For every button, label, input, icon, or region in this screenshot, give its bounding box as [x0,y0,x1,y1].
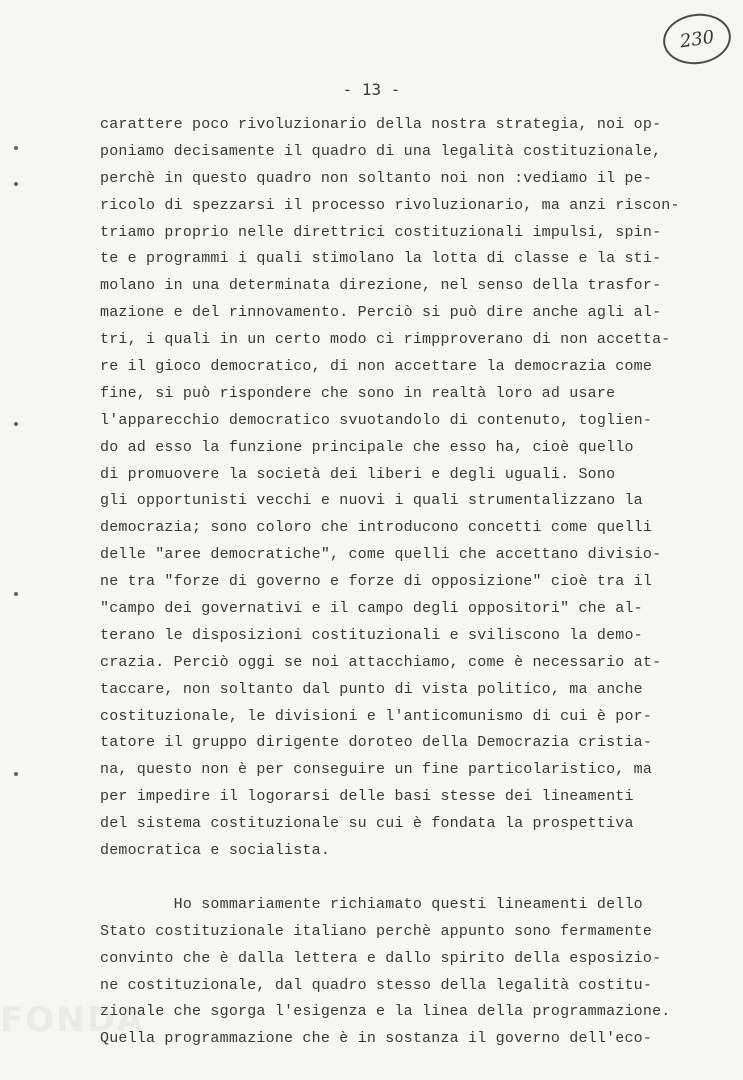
text-line: ne costituzionale, dal quadro stesso della legalità costitu- [100,976,653,994]
text-line: per impedire il logorarsi delle basi stesse dei lineamenti [100,788,634,806]
punch-mark [14,182,18,186]
archive-stamp: 230 [660,10,734,69]
page-number: - 13 - [342,80,401,99]
text-line: ricolo di spezzarsi il processo rivoluzionario, ma anzi riscon- [100,196,680,214]
text-line: do ad esso la funzione principale che esso ha, cioè quello [100,438,634,456]
text-line: na, questo non è per conseguire un fine particolaristico, ma [100,761,653,779]
text-line: molano in una determinata direzione, nel senso della trasfor- [100,277,662,295]
text-line: re il gioco democratico, di non accettare la democrazia come [100,358,653,376]
text-line: democratica e socialista. [100,842,331,860]
text-line: taccare, non soltanto dal punto di vista politico, ma anche [100,680,643,698]
text-line: di promuovere la società dei liberi e degli uguali. Sono [100,465,616,483]
punch-mark [14,146,18,150]
text-line: del sistema costituzionale su cui è fondata la prospettiva [100,815,634,833]
text-line: mazione e del rinnovamento. Perciò si può dire anche agli al- [100,304,662,322]
text-line: fine, si può rispondere che sono in realtà loro ad usare [100,384,616,402]
text-line: gli opportunisti vecchi e nuovi i quali strumentalizzano la [100,492,643,510]
text-line: carattere poco rivoluzionario della nostra strategia, noi op- [100,116,662,133]
text-line: terano le disposizioni costituzionali e sviliscono la demo- [100,626,643,644]
text-line: triamo proprio nelle direttrici costituzionali impulsi, spin- [100,223,662,241]
blank-line [100,865,700,892]
text-line: crazia. Perciò oggi se noi attacchiamo, come è necessario at- [100,653,662,671]
punch-mark [14,422,18,426]
text-line: tri, i quali in un certo modo ci rimpproverano di non accetta- [100,331,671,349]
text-line: te e programmi i quali stimolano la lotta di classe e la sti- [100,250,662,268]
text-line: ne tra "forze di governo e forze di opposizione" cioè tra il [100,573,653,591]
text-line: "campo dei governativi e il campo degli oppositori" che al- [100,600,643,618]
text-line: Stato costituzionale italiano perchè appunto sono fermamente [100,922,653,940]
punch-mark [14,772,18,776]
text-line: convinto che è dalla lettera e dallo spirito della esposizio- [100,949,662,967]
punch-mark [14,592,18,596]
text-line: poniamo decisamente il quadro di una legalità costituzionale, [100,142,662,160]
text-line: tatore il gruppo dirigente doroteo della Democrazia cristia- [100,734,653,752]
text-line: delle "aree democratiche", come quelli che accettano divisio- [100,546,662,564]
watermark: FONDA [0,1000,146,1040]
text-line: perchè in questo quadro non soltanto noi non :vediamo il pe- [100,169,653,187]
text-line: l'apparecchio democratico svuotandolo di contenuto, toglien- [100,411,653,429]
text-line: costituzionale, le divisioni e l'anticomunismo di cui è por- [100,707,653,725]
text-line: Quella programmazione che è in sostanza il governo dell'eco- [100,1030,653,1048]
text-line: democrazia; sono coloro che introducono concetti come quelli [100,519,653,537]
text-line: Ho sommariamente richiamato questi lineamenti dello [100,895,643,913]
text-line: zionale che sgorga l'esigenza e la linea della programmazione. [100,1003,671,1021]
body-text [100,112,700,1053]
